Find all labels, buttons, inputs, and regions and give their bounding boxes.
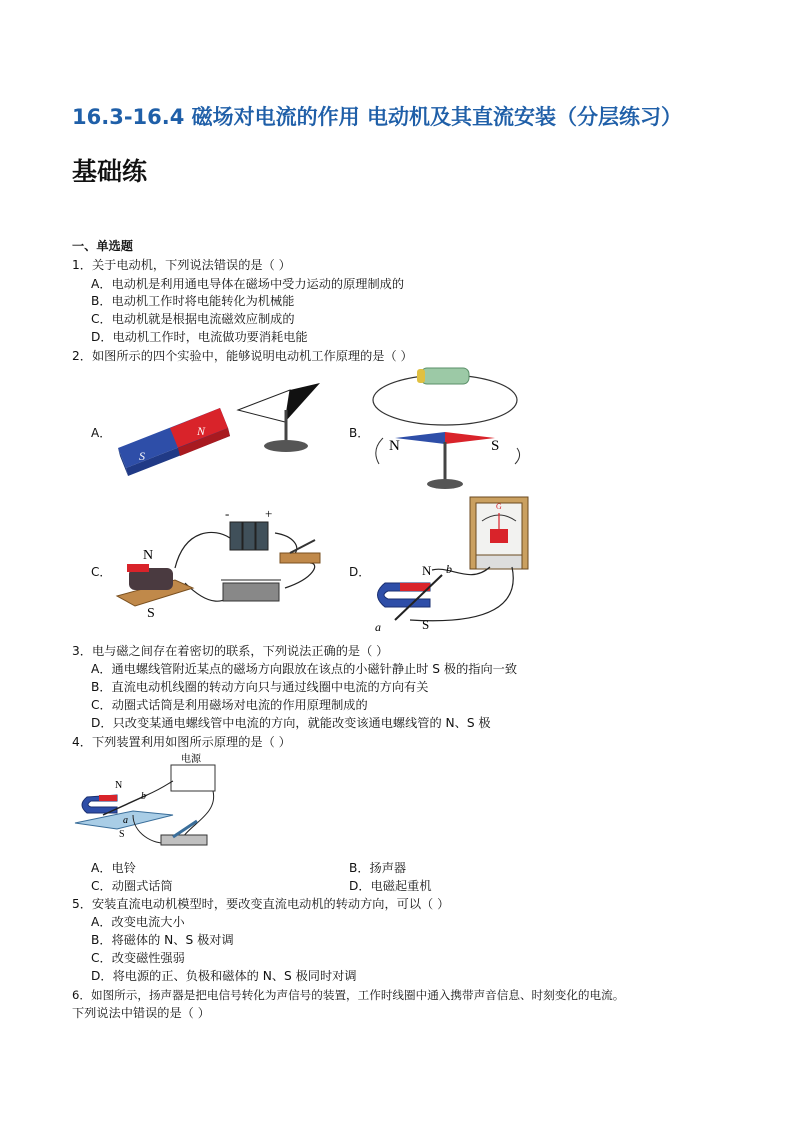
c-n-label: N xyxy=(143,548,154,563)
q6-stem-line2: 下列说法中错误的是（ ） xyxy=(72,1006,210,1020)
power-box xyxy=(171,765,215,791)
q5-option-d: D．将电源的正、负极和磁体的 N、S 极同时对调 xyxy=(91,969,357,983)
q3-option-c: C．动圈式话筒是利用磁场对电流的作用原理制成的 xyxy=(91,698,368,712)
figure-a-bar-magnet xyxy=(110,380,330,490)
q5-stem: 5．安装直流电动机模型时，要改变直流电动机的转动方向，可以（ ） xyxy=(72,897,450,911)
needle-s-label: S xyxy=(491,438,500,454)
d-n-label: N xyxy=(422,563,432,578)
q3-option-d: D．只改变某通电螺线管中电流的方向，就能改变该通电螺线管的 N、S 极 xyxy=(91,716,491,730)
switch xyxy=(280,553,320,563)
q4-a: a xyxy=(123,815,128,826)
conductor-ab xyxy=(395,575,442,620)
q4-switch xyxy=(161,835,207,845)
battery-pack xyxy=(256,522,268,550)
section-heading: 一、单选题 xyxy=(72,239,133,253)
q4-stem: 4．下列装置利用如图所示原理的是（ ） xyxy=(72,735,291,749)
rheostat xyxy=(223,583,279,601)
d-a-label: a xyxy=(375,620,381,634)
c-minus-label: - xyxy=(225,506,230,521)
page-title: 16.3-16.4 磁场对电流的作用 电动机及其直流安装（分层练习） xyxy=(72,105,682,129)
q4-figure xyxy=(73,753,223,858)
q4-option-a: A．电铃 xyxy=(91,861,136,875)
section-subtitle: 基础练 xyxy=(72,157,148,186)
q1-option-b: B．电动机工作时将电能转化为机械能 xyxy=(91,294,295,308)
c-s-label: S xyxy=(147,606,155,621)
q4-option-d: D．电磁起重机 xyxy=(349,879,432,893)
magnet-n-text: N xyxy=(197,424,206,438)
q1-option-c: C．电动机就是根据电流磁效应制成的 xyxy=(91,312,295,326)
galv-g: G xyxy=(496,502,502,511)
q6-stem-line1: 6．如图所示，扬声器是把电信号转化为声信号的装置，工作时线圈中通入携带声音信息、时刻变化的电流。 xyxy=(72,988,625,1002)
q3-option-b: B．直流电动机线圈的转动方向只与通过线圈中电流的方向有关 xyxy=(91,680,429,694)
q4-n: N xyxy=(115,780,123,791)
q4-option-b: B．扬声器 xyxy=(349,861,407,875)
q2-label-b: B． xyxy=(349,426,370,440)
magnet-s-text: S xyxy=(139,449,145,463)
q2-label-d: D． xyxy=(349,565,371,579)
figure-d-galvanometer xyxy=(370,495,535,635)
q2-stem: 2．如图所示的四个实验中，能够说明电动机工作原理的是（ ） xyxy=(72,349,413,363)
needle-white xyxy=(238,390,290,422)
d-b-label: b xyxy=(446,562,452,576)
figure-b-oersted xyxy=(365,360,535,500)
q5-option-c: C．改变磁性强弱 xyxy=(91,951,185,965)
needle-n-label: N xyxy=(389,438,400,454)
q2-label-c: C． xyxy=(91,565,112,579)
q4-s: S xyxy=(119,829,125,840)
figure-c-electromagnet xyxy=(115,508,330,620)
q4-b: b xyxy=(141,791,146,802)
q1-option-a: A．电动机是利用通电导体在磁场中受力运动的原理制成的 xyxy=(91,277,405,291)
battery-cell xyxy=(421,368,469,384)
q3-option-a: A．通电螺线管附近某点的磁场方向跟放在该点的小磁针静止时 S 极的指向一致 xyxy=(91,662,518,676)
q4-option-c: C．动圈式话筒 xyxy=(91,879,173,893)
c-plus-label: + xyxy=(265,506,273,521)
q3-stem: 3．电与磁之间存在着密切的联系，下列说法正确的是（ ） xyxy=(72,644,389,658)
needle-s-part xyxy=(445,432,495,444)
q2-label-a: A． xyxy=(91,426,112,440)
q4-power-label: 电源 xyxy=(181,754,201,765)
q5-option-a: A．改变电流大小 xyxy=(91,915,185,929)
q5-option-b: B．将磁体的 N、S 极对调 xyxy=(91,933,234,947)
q1-stem: 1．关于电动机，下列说法错误的是（ ） xyxy=(72,258,291,272)
needle-black xyxy=(285,383,320,422)
needle-n-part xyxy=(395,432,445,444)
q1-option-d: D．电动机工作时，电流做功要消耗电能 xyxy=(91,330,308,344)
d-s-label: S xyxy=(422,617,430,632)
